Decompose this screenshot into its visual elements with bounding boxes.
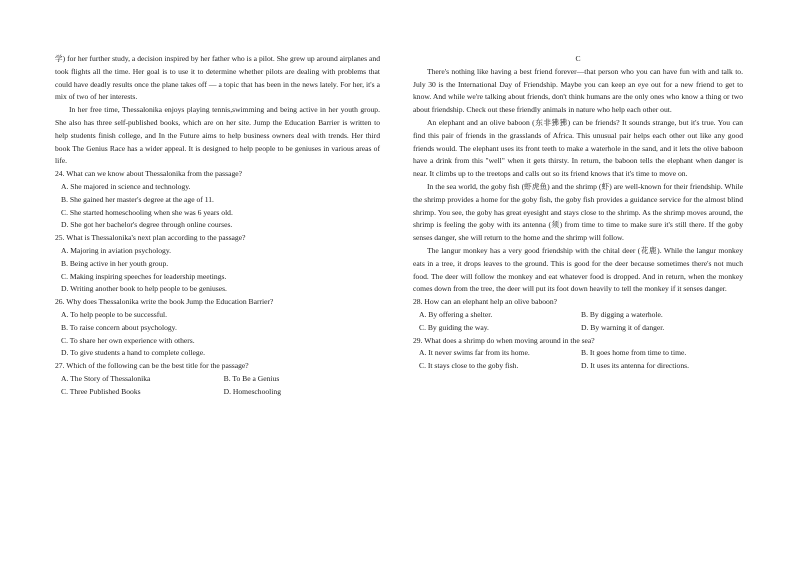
options-row [61,373,380,386]
answer-option: D. It uses its antenna for directions. [581,361,689,371]
section-heading: C [575,54,581,63]
answer-option: A. By offering a shelter. [419,309,493,319]
passage-paragraph: 学) for her further study, a decision inspired by her father who is a pilot. She grew up around airplanes and took flights all the time. Her goal is to use it to determine whether pilots are dealing with problems that could have deadly results once the plane takes off — a topic that has been in the news lately. For her, it's a mix of two of her interests. [55,54,380,102]
passage-paragraph: There's nothing like having a best friend forever—that person who you can have fun with and talk to. July 30 is the International Day of Friendship. Maybe you can keep an eye out for a new friend to get to know. And while we're talking about friends, don't think humans are the only ones who know a thing or two about friendship. Check out these friendly animals in nature who help each other out. [413,66,743,115]
answer-option: B. Being active in her youth group. [61,258,169,268]
answer-option: B. By digging a waterhole. [581,309,663,319]
answer-option: C. It stays close to the goby fish. [419,361,519,371]
answer-option: C. Three Published Books [61,386,141,396]
right-column [413,53,743,373]
passage-paragraph: In the sea world, the goby fish (虾虎鱼) and the shrimp (虾) are well-known for their friendship. While the shrimp provides a home for the goby fish, the goby fish provides a guidance service for the almost blind shrimp. You see, the goby has great eyesight and stays close to the shrimp. As the shrimp moves around, the shrimp is feeling the goby with its antenna (须) from time to time to make sure it's still there. If the goby senses danger, she will return to the home and the shrimp will follow. [413,181,743,243]
question-25 [55,232,380,296]
answer-option: B. To raise concern about psychology. [61,322,177,332]
answer-option: D. By warning it of danger. [581,322,665,332]
answer-option: D. Homeschooling [223,386,281,396]
question-26 [55,296,380,360]
answer-option: A. It never swims far from its home. [419,348,530,358]
question-stem: 24. What can we know about Thessalonika from the passage? [55,169,242,179]
question-27 [55,360,380,398]
answer-option: C. By guiding the way. [419,322,489,332]
passage-paragraph: The langur monkey has a very good friendship with the chital deer (花鹿). While the langur monkey eats in a tree, it drops leaves to the ground. This is good for the deer because sometimes there's not much food. The deer will follow the monkey and eat whatever food is dropped. And in return, when the monkey comes down from the tree, the deer will put its foot down heavily to tell the monkey if it senses danger. [413,245,743,294]
question-stem: 29. What does a shrimp do when moving around in the sea? [413,335,595,345]
answer-option: C. To share her own experience with others. [61,335,195,345]
options-row [61,386,380,399]
answer-option: B. To Be a Genius [223,373,280,383]
options-row [419,309,743,322]
passage-paragraph: An elephant and an olive baboon (东非狒狒) can be friends? It sounds strange, but it's true. You can find this pair of friends in the grasslands of Africa. This unusual pair helps each other out like any good friends would. The elephant uses its front teeth to make a waterhole in the sand, and it lets the olive baboon have a drink from this "well" when it gets thirsty. In return, the baboon tells the elephant when danger is near. It climbs up to the treetops and calls out so its friend knows that it's time to move on. [413,117,743,179]
question-stem: 27. Which of the following can be the best title for the passage? [55,361,249,371]
options-row [419,347,743,360]
answer-option: A. She majored in science and technology. [61,181,191,191]
answer-option: B. It goes home from time to time. [581,348,687,358]
answer-option: C. Making inspiring speeches for leadership meetings. [61,271,227,281]
options-row [419,360,743,373]
answer-option: A. To help people to be successful. [61,309,168,319]
answer-option: D. To give students a hand to complete college. [61,348,205,358]
answer-option: A. Majoring in aviation psychology. [61,245,172,255]
question-28 [413,296,743,334]
question-stem: 26. Why does Thessalonika write the book Jump the Education Barrier? [55,297,274,307]
question-stem: 25. What is Thessalonika's next plan according to the passage? [55,233,246,243]
options-row [419,322,743,335]
question-24 [55,168,380,232]
question-29 [413,335,743,373]
answer-option: D. Writing another book to help people to be geniuses. [61,284,227,294]
answer-option: B. She gained her master's degree at the age of 11. [61,194,214,204]
passage-paragraph: In her free time, Thessalonika enjoys playing tennis,swimming and being active in her youth group. She also has three self-published books, which are on her site. Jump the Education Barrier is written to help students finish college, and In the Future aims to help business owners deal with trends. Her third book The Genius Race has a wider appeal. It is designed to help people to be geniuses in various areas of life. [55,105,380,166]
answer-option: A. The Story of Thessalonika [61,373,151,383]
answer-option: C. She started homeschooling when she was 6 years old. [61,207,233,217]
left-column [55,53,380,399]
answer-option: D. She got her bachelor's degree through online courses. [61,220,233,230]
question-stem: 28. How can an elephant help an olive baboon? [413,297,558,307]
